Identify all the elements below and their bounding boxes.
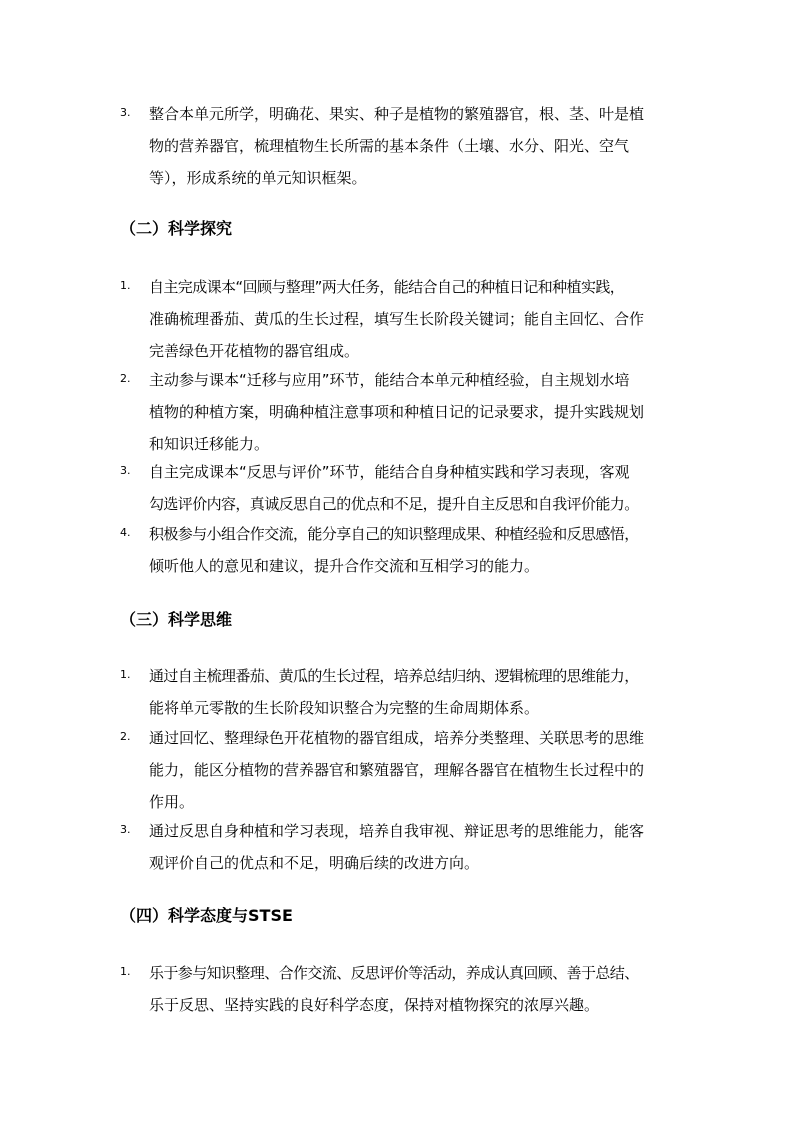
list-item-line: 完善绿色开花植物的器官组成。	[149, 342, 360, 360]
list-item-line: 自主完成课本“回顾与整理”两大任务，能结合自己的种植日记和种植实践，	[149, 278, 625, 296]
list-item-line: 能力，能区分植物的营养器官和繁殖器官，理解各器官在植物生长过程中的	[149, 761, 645, 779]
list-item-line: 通过回忆、整理绿色开花植物的器官组成，培养分类整理、关联思考的思维	[149, 729, 645, 747]
list-number: 1.	[120, 668, 131, 681]
section-heading: （四）科学态度与STSE	[120, 906, 293, 925]
list-item-line: 和知识迁移能力。	[149, 435, 270, 453]
list-item-line: 积极参与小组合作交流，能分享自己的知识整理成果、种植经验和反思感悟，	[149, 525, 639, 543]
list-item-line: 等），形成系统的单元知识框架。	[149, 169, 367, 187]
section-heading: （三）科学思维	[120, 610, 233, 629]
list-item-line: 能将单元零散的生长阶段知识整合为完整的生命周期体系。	[149, 699, 540, 717]
list-item-line: 自主完成课本“反思与评价”环节，能结合自身种植实践和学习表现，客观	[149, 463, 630, 481]
list-item-line: 乐于反思、坚持实践的良好科学态度，保持对植物探究的浓厚兴趣。	[149, 996, 600, 1014]
list-item-line: 倾听他人的意见和建议，提升合作交流和互相学习的能力。	[149, 557, 540, 575]
list-item-line: 通过自主梳理番茄、黄瓜的生长过程，培养总结归纳、逻辑梳理的思维能力，	[149, 667, 639, 685]
list-item-line: 观评价自己的优点和不足，明确后续的改进方向。	[149, 854, 480, 872]
list-number: 3.	[120, 823, 131, 836]
list-item-line: 通过反思自身种植和学习表现，培养自我审视、辩证思考的思维能力，能客	[149, 822, 645, 840]
list-number: 4.	[120, 526, 131, 539]
list-item-line: 植物的种植方案，明确种植注意事项和种植日记的记录要求，提升实践规划	[149, 403, 645, 421]
list-number: 1.	[120, 965, 131, 978]
list-item-line: 勾选评价内容，真诚反思自己的优点和不足，提升自主反思和自我评价能力。	[149, 495, 639, 513]
list-number: 2.	[120, 372, 131, 385]
list-number: 3.	[120, 464, 131, 477]
list-item-line: 准确梳理番茄、黄瓜的生长过程，填写生长阶段关键词；能自主回忆、合作	[149, 310, 645, 328]
section-heading: （二）科学探究	[120, 219, 233, 238]
list-item-line: 作用。	[149, 793, 195, 811]
list-item-line: 乐于参与知识整理、合作交流、反思评价等活动，养成认真回顾、善于总结、	[149, 964, 639, 982]
list-number: 1.	[120, 279, 131, 292]
list-number: 3.	[120, 106, 131, 119]
list-item-line: 整合本单元所学，明确花、果实、种子是植物的繁殖器官，根、茎、叶是植	[149, 105, 645, 123]
list-number: 2.	[120, 730, 131, 743]
list-item-line: 主动参与课本“迁移与应用”环节，能结合本单元种植经验，自主规划水培	[149, 371, 630, 389]
list-item-line: 物的营养器官，梳理植物生长所需的基本条件（土壤、水分、阳光、空气	[149, 137, 630, 155]
